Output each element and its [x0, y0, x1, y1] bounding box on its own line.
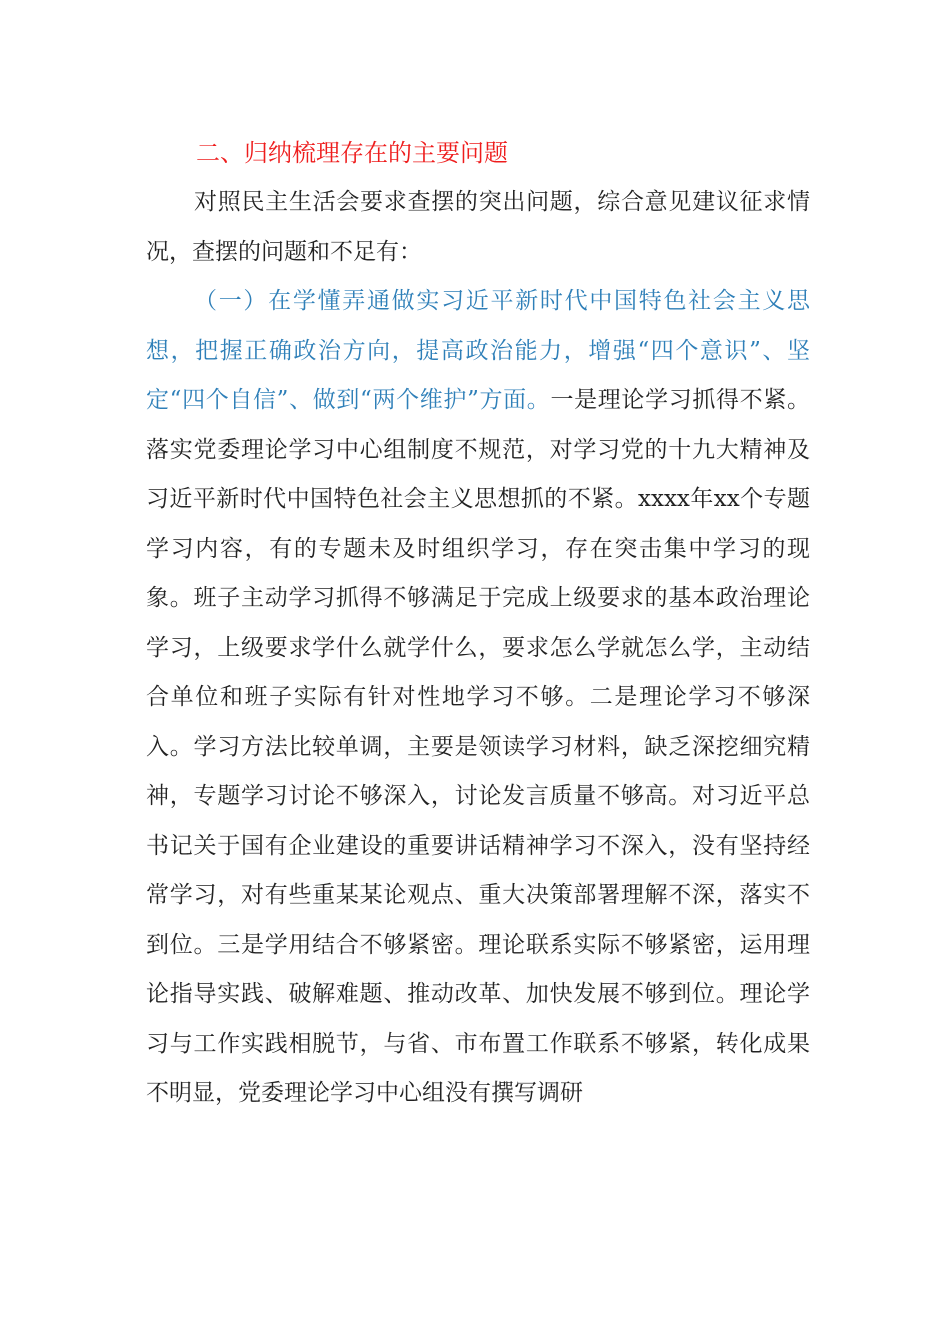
section-1-paragraph [146, 277, 810, 1119]
section-1-title: （一）在学懂弄通做实习近平新时代中国特色社会主义思想，把握正确政治方向，提高政治能力，增强“四个意识”、坚定“四个自信”、做到“两个维护”方面。 [146, 288, 810, 413]
intro-paragraph: 对照民主生活会要求查摆的突出问题，综合意见建议征求情况，查摆的问题和不足有： [146, 189, 810, 265]
section-1-body: 一是理论学习抓得不紧。落实党委理论学习中心组制度不规范，对学习党的十九大精神及习近平新时代中国特色社会主义思想抓的不紧。xxxx年xx个专题学习内容，有的专题未及时组织学习，存在突击集中学习的现象。班子主动学习抓得不够满足于完成上级要求的基本政治理论学习，上级要求学什么就学什么，要求怎么学就怎么学，主动结合单位和班子实际有针对性地学习不够。二是理论学习不够深入。学习方法比较单调，主要是领读学习材料，缺乏深挖细究精神，专题学习讨论不够深入，讨论发言质量不够高。对习近平总书记关于国有企业建设的重要讲话精神学习不深入，没有坚持经常学习，对有些重某某论观点、重大决策部署理解不深，落实不到位。三是学用结合不够紧密。理论联系实际不够紧密，运用理论指导实践、破解难题、推动改革、加快发展不够到位。理论学习与工作实践相脱节，与省、市布置工作联系不够紧，转化成果不明显，党委理论学习中心组没有撰写调研 [146, 387, 810, 1106]
document-body [146, 128, 810, 1119]
section-heading: 二、归纳梳理存在的主要问题 [196, 139, 508, 167]
